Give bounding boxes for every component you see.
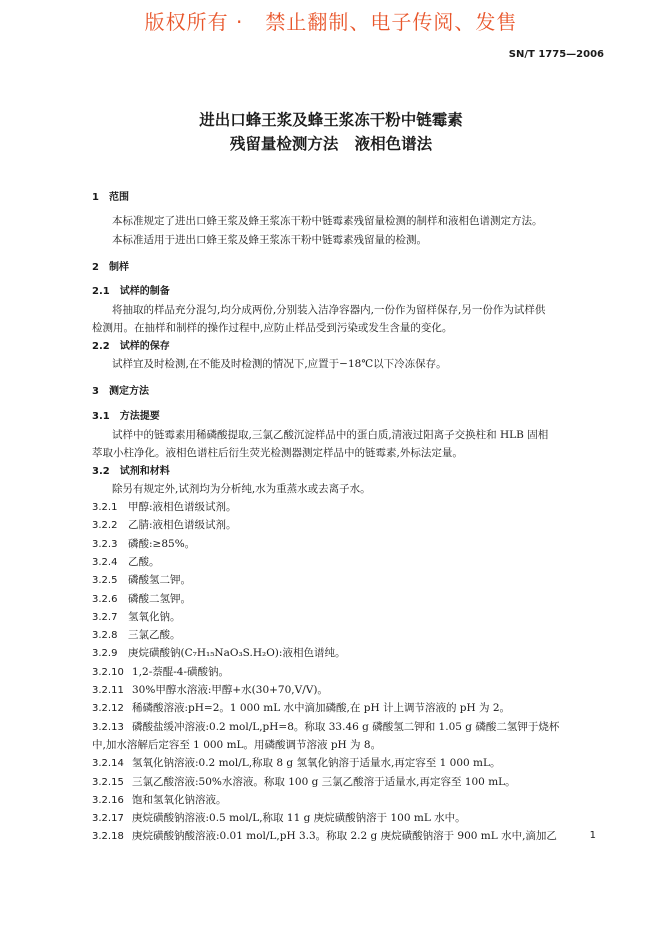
reagent-item xyxy=(92,811,466,826)
reagent-text: 磷酸盐缓冲溶液:0.2 mol/L,pH=8。称取 33.46 g 磷酸氢二钾和 1.05 g 磷酸二氢钾于烧杯 xyxy=(132,720,560,733)
reagent-item xyxy=(92,573,191,588)
reagent-item xyxy=(92,738,381,752)
section-heading: 制样 xyxy=(108,262,129,273)
reagent-text: 磷酸氢二钾。 xyxy=(128,574,191,587)
reagent-item xyxy=(92,665,229,680)
section-heading: 测定方法 xyxy=(108,386,149,397)
subsection-2-2-header xyxy=(92,339,170,354)
subsection-3-1-header xyxy=(92,409,160,424)
section-1-header xyxy=(92,190,129,205)
paragraph: 萃取小柱净化。液相色谱柱后衍生荧光检测器测定样品中的链霉素,外标法定量。 xyxy=(92,447,463,459)
reagent-number: 3.2.18 xyxy=(92,831,124,843)
reagent-item xyxy=(92,610,181,625)
section-number: 3 xyxy=(92,386,99,397)
section-heading: 试剂和材料 xyxy=(119,466,170,477)
reagent-text: 30%甲醇水溶液:甲醇+水(30+70,V/V)。 xyxy=(132,684,328,696)
section-number: 2.2 xyxy=(92,341,110,352)
reagent-item xyxy=(92,756,500,771)
doc-title-line-1: 进出口蜂王浆及蜂王浆冻干粉中链霉素 xyxy=(199,111,463,129)
subsection-2-1-header xyxy=(92,284,170,299)
reagent-number: 3.2.6 xyxy=(92,593,118,605)
reagent-number: 3.2.7 xyxy=(92,611,118,623)
paragraph: 试样宜及时检测,在不能及时检测的情况下,应置于−18℃以下冷冻保存。 xyxy=(112,358,447,370)
reagent-item xyxy=(92,592,191,607)
reagent-text: 1,2-萘醌-4-磺酸钠。 xyxy=(132,665,230,678)
standard-code: SN/T 1775—2006 xyxy=(508,49,604,60)
reagent-text: 氢氧化钠。 xyxy=(128,610,181,623)
reagent-text: 氢氧化钠溶液:0.2 mol/L,称取 8 g 氢氧化钠溶于适量水,再定容至 1 000 mL。 xyxy=(132,757,501,770)
reagent-number: 3.2.17 xyxy=(92,813,124,825)
reagent-text: 三氯乙酸溶液:50%水溶液。称取 100 g 三氯乙酸溶于适量水,再定容至 100 mL。 xyxy=(132,775,516,788)
reagent-number: 3.2.14 xyxy=(92,758,124,770)
copyright-watermark: 版权所有 · 禁止翻制、电子传阅、发售 xyxy=(144,10,518,34)
section-heading: 方法提要 xyxy=(119,411,160,422)
section-number: 3.2 xyxy=(92,466,110,477)
reagent-item xyxy=(92,775,516,790)
reagent-text: 乙酸。 xyxy=(128,555,160,568)
reagent-item xyxy=(92,646,345,661)
reagent-text: 甲醇:液相色谱级试剂。 xyxy=(128,501,237,513)
paragraph: 试样中的链霉素用稀磷酸提取,三氯乙酸沉淀样品中的蛋白质,清液过阳离子交换柱和 HLB 固相 xyxy=(112,429,549,441)
reagent-text: 三氯乙酸。 xyxy=(128,629,181,642)
reagent-text: 磷酸:≥85%。 xyxy=(128,537,196,550)
paragraph: 除另有规定外,试剂均为分析纯,水为重蒸水或去离子水。 xyxy=(112,483,371,495)
reagent-number: 3.2.1 xyxy=(92,502,118,513)
reagent-item xyxy=(92,829,557,844)
paragraph: 本标准适用于进出口蜂王浆及蜂王浆冻干粉中链霉素残留量的检测。 xyxy=(112,234,427,246)
page-number: 1 xyxy=(589,830,596,841)
reagent-number: 3.2.5 xyxy=(92,575,118,587)
reagent-text: 乙腈:液相色谱级试剂。 xyxy=(128,519,237,532)
reagent-item xyxy=(92,518,237,533)
reagent-item xyxy=(92,628,181,643)
reagent-item xyxy=(92,683,328,698)
section-2-header xyxy=(92,260,129,275)
reagent-text: 稀磷酸溶液:pH=2。1 000 mL 水中滴加磷酸,在 pH 计上调节溶液的 pH 为 2。 xyxy=(132,702,511,715)
reagent-text: 庚烷磺酸钠(C₇H₁₅NaO₃S.H₂O):液相色谱纯。 xyxy=(128,647,346,660)
section-number: 3.1 xyxy=(92,411,110,422)
reagent-number: 3.2.3 xyxy=(92,538,118,550)
reagent-item xyxy=(92,555,160,570)
reagent-number: 3.2.16 xyxy=(92,794,124,806)
section-number: 1 xyxy=(92,192,99,203)
doc-title-line-2: 残留量检测方法 液相色谱法 xyxy=(229,135,433,153)
reagent-number: 3.2.13 xyxy=(92,721,124,733)
section-heading: 范围 xyxy=(108,192,129,203)
subsection-3-2-header xyxy=(92,464,170,479)
reagent-item xyxy=(92,793,227,808)
reagent-text: 庚烷磺酸钠酸溶液:0.01 mol/L,pH 3.3。称取 2.2 g 庚烷磺酸钠溶于 900 mL 水中,滴加乙 xyxy=(132,830,557,843)
reagent-number: 3.2.10 xyxy=(92,666,124,678)
reagent-number: 3.2.4 xyxy=(92,556,118,568)
reagent-item xyxy=(92,500,237,515)
reagent-item xyxy=(92,701,510,716)
reagent-number: 3.2.8 xyxy=(92,630,118,642)
reagent-text: 饱和氢氧化钠溶液。 xyxy=(132,793,227,806)
reagent-text: 庚烷磺酸钠溶液:0.5 mol/L,称取 11 g 庚烷磺酸钠溶于 100 mL 水中。 xyxy=(132,812,466,825)
section-heading: 试样的保存 xyxy=(119,341,170,352)
reagent-text: 中,加水溶解后定容至 1 000 mL。用磷酸调节溶液 pH 为 8。 xyxy=(92,738,382,751)
reagent-number: 3.2.15 xyxy=(92,776,124,788)
paragraph: 本标准规定了进出口蜂王浆及蜂王浆冻干粉中链霉素残留量检测的制样和液相色谱测定方法。 xyxy=(112,215,543,227)
reagent-item xyxy=(92,537,195,552)
section-heading: 试样的制备 xyxy=(119,286,170,297)
reagent-number: 3.2.12 xyxy=(92,703,124,715)
section-3-header xyxy=(92,384,149,399)
reagent-text: 磷酸二氢钾。 xyxy=(128,592,191,605)
reagent-number: 3.2.9 xyxy=(92,648,118,660)
reagent-number: 3.2.11 xyxy=(92,685,124,696)
reagent-number: 3.2.2 xyxy=(92,520,118,532)
section-number: 2.1 xyxy=(92,286,110,297)
paragraph: 将抽取的样品充分混匀,均分成两份,分别装入洁净容器内,一份作为留样保存,另一份作为试样供 xyxy=(112,304,546,316)
paragraph: 检测用。在抽样和制样的操作过程中,应防止样品受到污染或发生含量的变化。 xyxy=(92,322,453,334)
reagent-item xyxy=(92,720,559,735)
section-number: 2 xyxy=(92,262,99,273)
